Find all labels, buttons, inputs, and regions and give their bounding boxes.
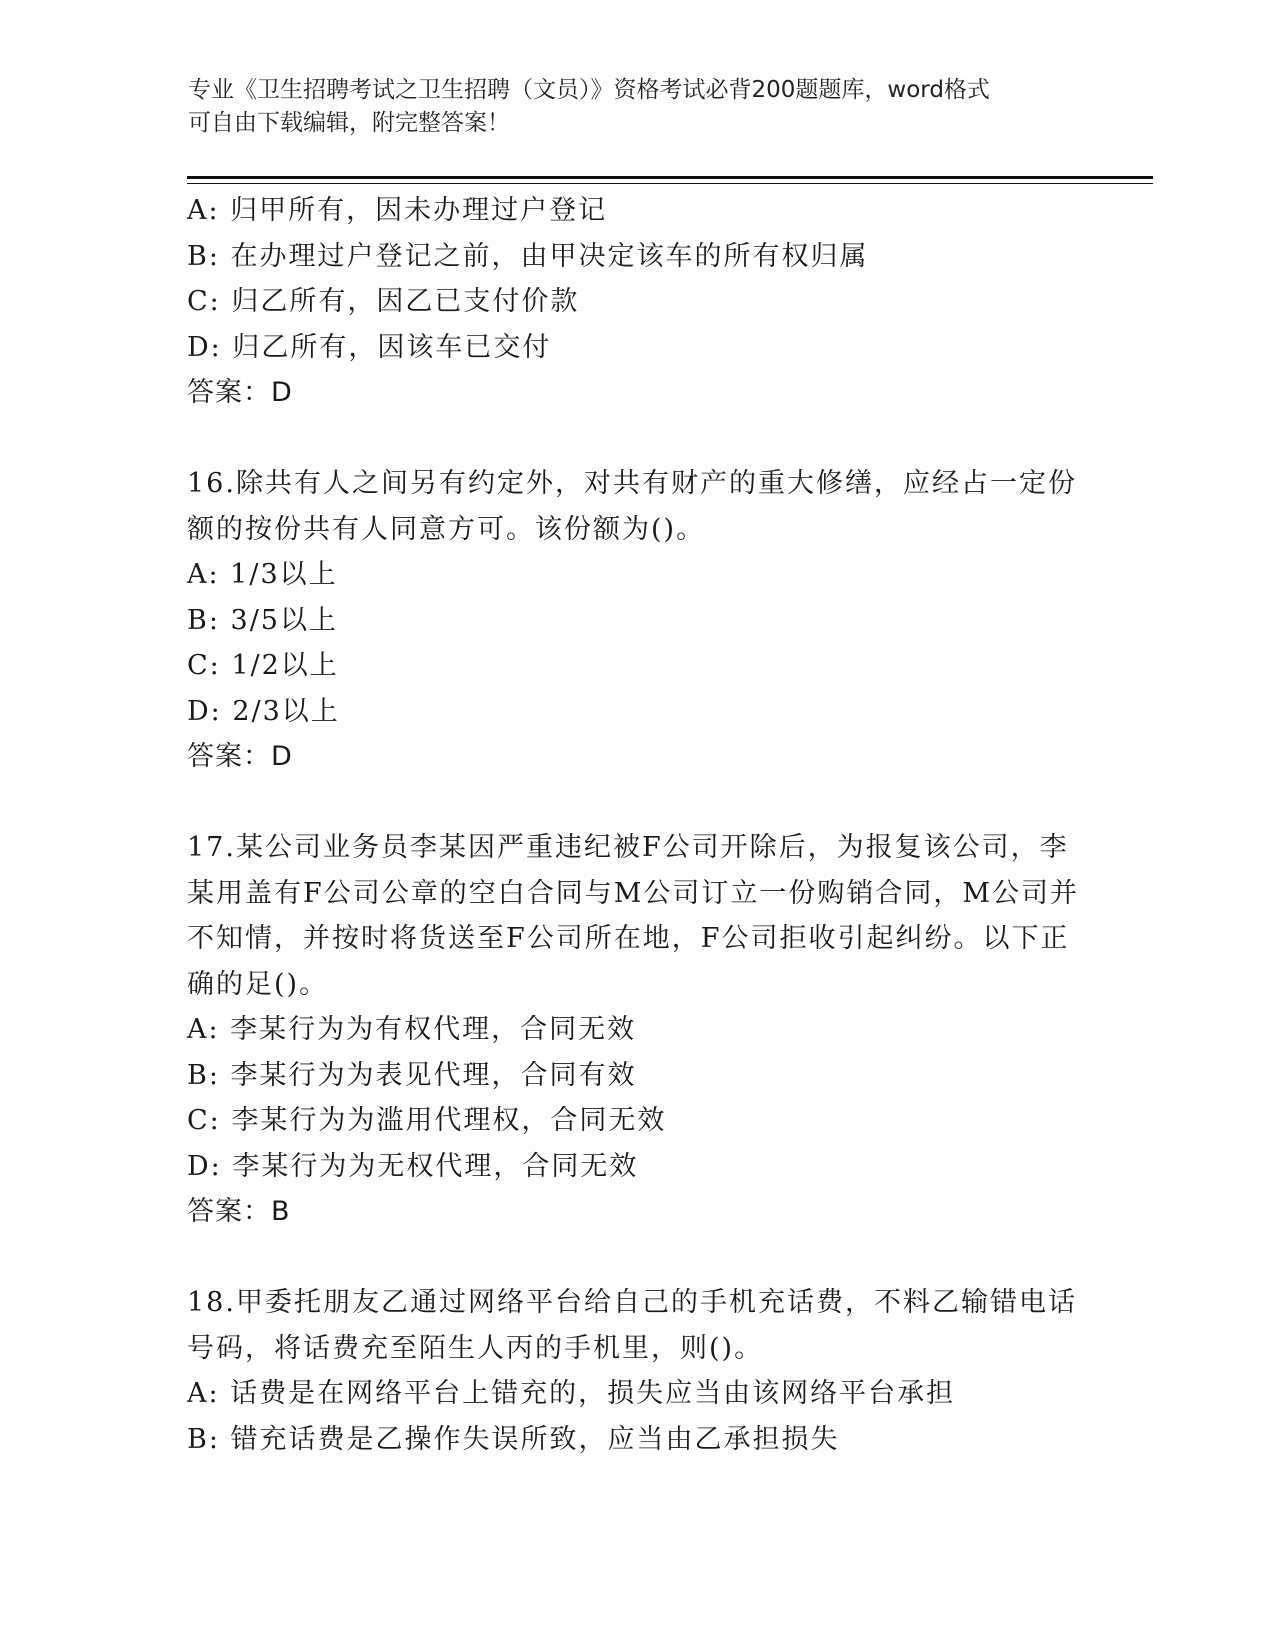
question-stem-line: 额的按份共有人同意方可。该份额为()。 — [187, 513, 706, 545]
answer: 答案：B — [187, 1196, 291, 1227]
question-content — [187, 188, 1087, 1462]
spacer — [187, 780, 1087, 826]
answer: 答案：D — [187, 741, 293, 772]
option-b: B: 3/5以上 — [187, 604, 338, 636]
header-rule-thin — [187, 183, 1153, 184]
header-rule-thick — [187, 176, 1153, 179]
option-a: A: 归甲所有，因未办理过户登记 — [187, 195, 608, 226]
question-stem-line: 号码，将话费充至陌生人丙的手机里，则()。 — [187, 1332, 764, 1364]
option-d: D: 2/3以上 — [187, 695, 340, 727]
question-stem-line: 18.甲委托朋友乙通过网络平台给自己的手机充话费，不料乙输错电话 — [187, 1287, 1077, 1318]
spacer — [187, 416, 1087, 462]
question-stem-line: 确的足()。 — [187, 968, 329, 1000]
spacer — [187, 1235, 1087, 1281]
header-line-1: 专业《卫生招聘考试之卫生招聘（文员）》资格考试必背200题题库，word格式 — [188, 77, 990, 103]
option-b: B: 错充话费是乙操作失误所致，应当由乙承担损失 — [187, 1423, 840, 1455]
option-a: A: 1/3以上 — [187, 559, 338, 590]
question-17 — [187, 825, 1087, 1235]
answer: 答案：D — [187, 377, 293, 408]
question-16 — [187, 461, 1087, 780]
document-header — [188, 74, 1088, 140]
option-d: D: 归乙所有，因该车已交付 — [187, 331, 552, 363]
option-c: C: 李某行为为滥用代理权，合同无效 — [187, 1105, 667, 1136]
option-b: B: 李某行为为表见代理，合同有效 — [187, 1059, 637, 1091]
option-b: B: 在办理过户登记之前，由甲决定该车的所有权归属 — [187, 240, 869, 272]
question-stem-line: 17.某公司业务员李某因严重违纪被F公司开除后，为报复该公司，李 — [187, 832, 1069, 863]
option-c: C: 归乙所有，因乙已支付价款 — [187, 286, 580, 317]
header-line-2: 可自由下载编辑，附完整答案！ — [188, 110, 510, 136]
question-stem-line: 某用盖有F公司公章的空白合同与M公司订立一份购销合同，M公司并 — [187, 877, 1080, 909]
option-d: D: 李某行为为无权代理，合同无效 — [187, 1150, 639, 1182]
question-15 — [187, 188, 1087, 416]
option-c: C: 1/2以上 — [187, 650, 339, 681]
question-stem-line: 不知情，并按时将货送至F公司所在地，F公司拒收引起纠纷。以下正 — [187, 923, 1070, 954]
question-stem-line: 16.除共有人之间另有约定外，对共有财产的重大修缮，应经占一定份 — [187, 468, 1077, 499]
option-a: A: 李某行为为有权代理，合同无效 — [187, 1014, 637, 1045]
question-18 — [187, 1280, 1087, 1462]
option-a: A: 话费是在网络平台上错充的，损失应当由该网络平台承担 — [187, 1378, 956, 1409]
